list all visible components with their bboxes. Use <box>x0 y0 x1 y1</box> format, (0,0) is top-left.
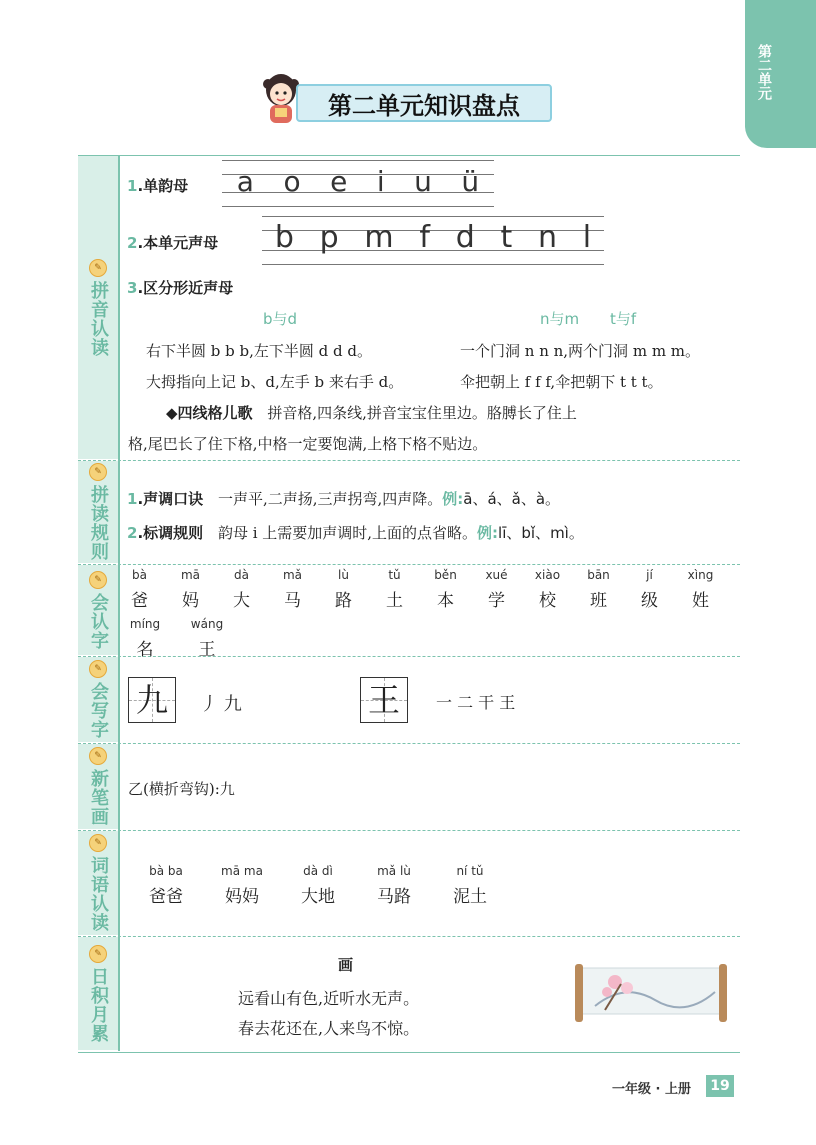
pinyin-text: xiào <box>534 568 561 582</box>
hanzi-text: 大地 <box>301 887 335 907</box>
pinyin-letter: p <box>319 220 339 255</box>
char-with-pinyin <box>522 568 573 611</box>
section-divider <box>78 830 740 831</box>
rule-2: 2.标调规则 韵母 i 上需要加声调时,上面的点省略。例:lī、bǐ、mì。 <box>127 524 584 542</box>
song-line-2: 格,尾巴长了住下格,中格一定要饱满,上格下格不贴边。 <box>128 435 488 453</box>
char-with-pinyin <box>369 568 420 611</box>
initials-four-line-grid <box>262 216 604 266</box>
section-label: 拼音认读 <box>88 280 109 357</box>
rhyme-bd-1: 右下半圆 b b b,左下半圆 d d d。 <box>146 342 372 360</box>
pinyin-letter: i <box>376 165 385 198</box>
poem-line-1: 远看山有色,近听水无声。 <box>238 989 420 1008</box>
page-number: 19 <box>706 1075 734 1097</box>
four-line-song: ◆四线格儿歌 拼音格,四条线,拼音宝宝住里边。胳膊长了住上 <box>166 404 577 422</box>
pinyin-text: míng <box>129 617 161 631</box>
pinyin-letter: l <box>582 220 592 255</box>
char-with-pinyin <box>216 568 267 611</box>
hanzi-text: 泥土 <box>453 887 487 907</box>
words-row <box>128 864 508 907</box>
section-ciyu-side <box>78 831 118 935</box>
song-label: ◆四线格儿歌 <box>166 404 253 422</box>
hanzi-text: 姓 <box>692 591 709 611</box>
pinyin-text: mǎ lù <box>377 864 411 878</box>
recognize-chars-row <box>114 568 726 611</box>
poem-title: 画 <box>338 956 354 974</box>
hanzi-text: 路 <box>335 591 352 611</box>
section-divider <box>78 936 740 937</box>
char-with-pinyin <box>675 568 726 611</box>
char-with-pinyin <box>267 568 318 611</box>
pinyin-letter: d <box>455 220 475 255</box>
page-title: 第二单元知识盘点 <box>296 84 552 122</box>
section-pinyin-side <box>78 156 118 459</box>
pinyin-text: bà ba <box>149 864 183 878</box>
pinyin-text: ní tǔ <box>456 864 484 878</box>
pinyin-text: xué <box>485 568 508 582</box>
pinyin-letter: n <box>537 220 557 255</box>
pencil-icon: ✎ <box>89 945 107 963</box>
pinyin-letter: e <box>330 165 348 198</box>
char-with-pinyin <box>176 617 238 660</box>
finals-letters <box>222 165 494 198</box>
hanzi-text: 妈妈 <box>225 887 259 907</box>
scroll-painting-icon <box>575 962 727 1024</box>
hanzi-text: 王 <box>198 640 216 660</box>
new-stroke: 乙(横折弯钩):九 <box>128 780 235 798</box>
section-label: 新笔画 <box>88 769 109 826</box>
pencil-icon: ✎ <box>89 834 107 852</box>
hanzi-text: 爸 <box>131 591 148 611</box>
finals-four-line-grid <box>222 160 494 208</box>
rhyme-nm: 一个门洞 n n n,两个门洞 m m m。 <box>460 342 701 360</box>
pinyin-text: dà dì <box>303 864 333 878</box>
section-label: 日积月累 <box>88 966 109 1043</box>
pair-nm: n与m <box>540 310 580 328</box>
hanzi-text: 学 <box>488 591 505 611</box>
pinyin-text: xìng <box>687 568 714 582</box>
pencil-icon: ✎ <box>89 747 107 765</box>
char-with-pinyin <box>573 568 624 611</box>
section-riji-side <box>78 937 118 1050</box>
pinyin-letter: a <box>236 165 254 198</box>
char-with-pinyin <box>114 617 176 660</box>
pinyin-letter: t <box>500 220 513 255</box>
write-char-box-2: 王 <box>360 677 408 723</box>
rhyme-bd-2: 大拇指向上记 b、d,左手 b 来右手 d。 <box>146 373 404 391</box>
pencil-icon: ✎ <box>89 463 107 481</box>
grade-label: 一年级 · 上册 <box>612 1082 691 1097</box>
hanzi-text: 班 <box>590 591 607 611</box>
section-divider <box>78 564 740 565</box>
hanzi-text: 校 <box>539 591 556 611</box>
page-title-box <box>258 78 548 122</box>
hanzi-text: 大 <box>233 591 250 611</box>
rule-1: 1.声调口诀 一声平,二声扬,三声拐弯,四声降。例:ā、á、ǎ、à。 <box>127 490 561 508</box>
poem-line-2: 春去花还在,人来鸟不惊。 <box>238 1019 420 1038</box>
pinyin-letter: f <box>419 220 430 255</box>
section-divider <box>78 460 740 461</box>
hanzi-text: 本 <box>437 591 454 611</box>
stroke-order-2: 一 二 干 王 <box>436 693 516 712</box>
item1-heading: 1.单韵母 <box>127 177 189 195</box>
pinyin-text: bān <box>587 568 610 582</box>
char-with-pinyin <box>114 568 165 611</box>
pinyin-text: tǔ <box>388 568 401 582</box>
section-label: 词语认读 <box>88 856 109 932</box>
pinyin-text: bà <box>132 568 147 582</box>
pair-tf: t与f <box>610 310 637 328</box>
hanzi-text: 马路 <box>377 887 411 907</box>
pencil-icon: ✎ <box>89 259 107 277</box>
hanzi-text: 土 <box>386 591 403 611</box>
pinyin-text: mǎ <box>282 568 303 582</box>
pinyin-text: jí <box>646 568 653 582</box>
char-with-pinyin <box>204 864 280 907</box>
section-label: 会写字 <box>88 682 109 739</box>
pinyin-text: mā ma <box>221 864 263 878</box>
char-with-pinyin <box>471 568 522 611</box>
pinyin-letter: ü <box>461 165 480 198</box>
pinyin-letter: b <box>274 220 294 255</box>
pinyin-text: dà <box>234 568 249 582</box>
char-with-pinyin <box>356 864 432 907</box>
char-with-pinyin <box>624 568 675 611</box>
pair-bd: b与d <box>263 310 298 328</box>
hanzi-text: 爸爸 <box>149 887 183 907</box>
char-with-pinyin <box>432 864 508 907</box>
rhyme-tf: 伞把朝上 f f f,伞把朝下 t t t。 <box>460 373 663 391</box>
section-pindu-side <box>78 461 118 563</box>
char-with-pinyin <box>318 568 369 611</box>
hanzi-text: 马 <box>284 591 301 611</box>
section-bihua-side <box>78 744 118 829</box>
section-renzi-side <box>78 565 118 655</box>
section-xiezi-side <box>78 657 118 742</box>
item3-heading: 3.区分形近声母 <box>127 279 234 297</box>
pinyin-text: wáng <box>190 617 224 631</box>
pinyin-letter: m <box>364 220 394 255</box>
pencil-icon: ✎ <box>89 660 107 678</box>
char-with-pinyin <box>420 568 471 611</box>
pinyin-letter: o <box>283 165 301 198</box>
char-with-pinyin <box>165 568 216 611</box>
item2-heading: 2.本单元声母 <box>127 234 219 252</box>
pinyin-text: lù <box>338 568 349 582</box>
char-with-pinyin <box>280 864 356 907</box>
section-label: 会认字 <box>88 592 109 650</box>
write-char-box-1: 九 <box>128 677 176 723</box>
hanzi-text: 名 <box>136 640 154 660</box>
recognize-chars-row <box>114 617 238 660</box>
hanzi-text: 级 <box>641 591 658 611</box>
initials-letters <box>262 220 604 255</box>
pinyin-text: mā <box>180 568 201 582</box>
stroke-order-1: 丿 九 <box>200 694 242 715</box>
pinyin-letter: u <box>414 165 432 198</box>
section-label: 拼读规则 <box>88 485 109 561</box>
pinyin-text: běn <box>434 568 457 582</box>
unit-tab-label: 第二单元 <box>756 44 772 100</box>
pencil-icon: ✎ <box>89 571 107 589</box>
section-divider <box>78 743 740 744</box>
char-with-pinyin <box>128 864 204 907</box>
hanzi-text: 妈 <box>182 591 199 611</box>
